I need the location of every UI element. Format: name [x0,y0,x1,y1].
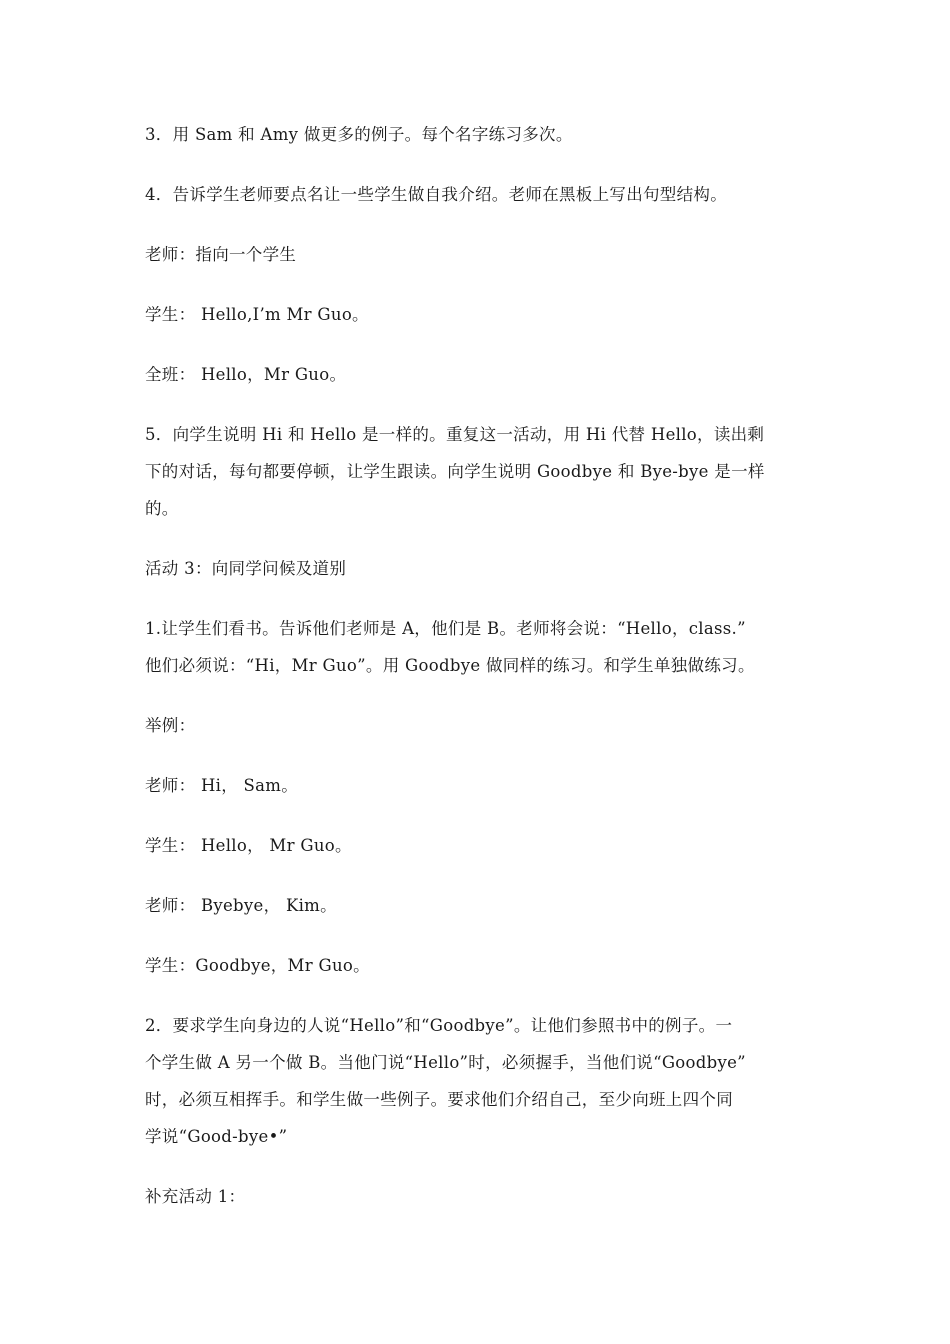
paragraph-step-4 [145,176,817,213]
text-line: 老师：指向一个学生 [145,245,297,264]
text-line: 举例： [145,716,196,735]
text-line: 他们必须说：“Hi，Mr Guo”。用 Goodbye 做同样的练习。和学生单独做练习。 [145,656,755,675]
paragraph-step-3 [145,116,817,153]
text-line: 3．用 Sam 和 Amy 做更多的例子。每个名字练习多次。 [145,125,573,144]
paragraph-activity-3-step-2 [145,1007,817,1155]
text-line: 学生： Hello,I’m Mr Guo。 [145,305,369,324]
dialogue-line [145,356,817,393]
dialogue-line [145,887,817,924]
dialogue-line [145,296,817,333]
text-line: 老师： Hi， Sam。 [145,776,299,795]
paragraph-activity-3-step-1 [145,610,817,684]
text-line: 老师： Byebye， Kim。 [145,896,337,915]
text-line: 学生： Hello， Mr Guo。 [145,836,352,855]
text-line: 1.让学生们看书。告诉他们老师是 A，他们是 B。老师将会说：“Hello，class.” [145,619,746,638]
text-line: 补充活动 1： [145,1187,246,1206]
text-line: 个学生做 A 另一个做 B。当他门说“Hello”时，必须握手，当他们说“Goodbye” [145,1053,746,1072]
text-line: 4．告诉学生老师要点名让一些学生做自我介绍。老师在黑板上写出句型结构。 [145,185,727,204]
section-heading-supplementary-1 [145,1178,817,1215]
text-line: 5．向学生说明 Hi 和 Hello 是一样的。重复这一活动，用 Hi 代替 Hello，读出剩 [145,425,765,444]
example-label [145,707,817,744]
section-heading-activity-3 [145,550,817,587]
dialogue-line [145,767,817,804]
dialogue-line [145,827,817,864]
text-line: 2．要求学生向身边的人说“Hello”和“Goodbye”。让他们参照书中的例子。一 [145,1016,733,1035]
text-line: 全班： Hello，Mr Guo。 [145,365,347,384]
dialogue-line [145,236,817,273]
text-line: 活动 3：向同学问候及道别 [145,559,347,578]
text-line: 时，必须互相挥手。和学生做一些例子。要求他们介绍自己，至少向班上四个同 [145,1090,733,1109]
text-line: 下的对话，每句都要停顿，让学生跟读。向学生说明 Goodbye 和 Bye-bye 是一样 [145,462,765,481]
text-line: 的。 [145,499,179,518]
paragraph-step-5 [145,416,817,527]
dialogue-line [145,947,817,984]
document-page [145,116,817,1238]
text-line: 学生：Goodbye，Mr Guo。 [145,956,370,975]
text-line: 学说“Good-bye•” [145,1127,288,1146]
